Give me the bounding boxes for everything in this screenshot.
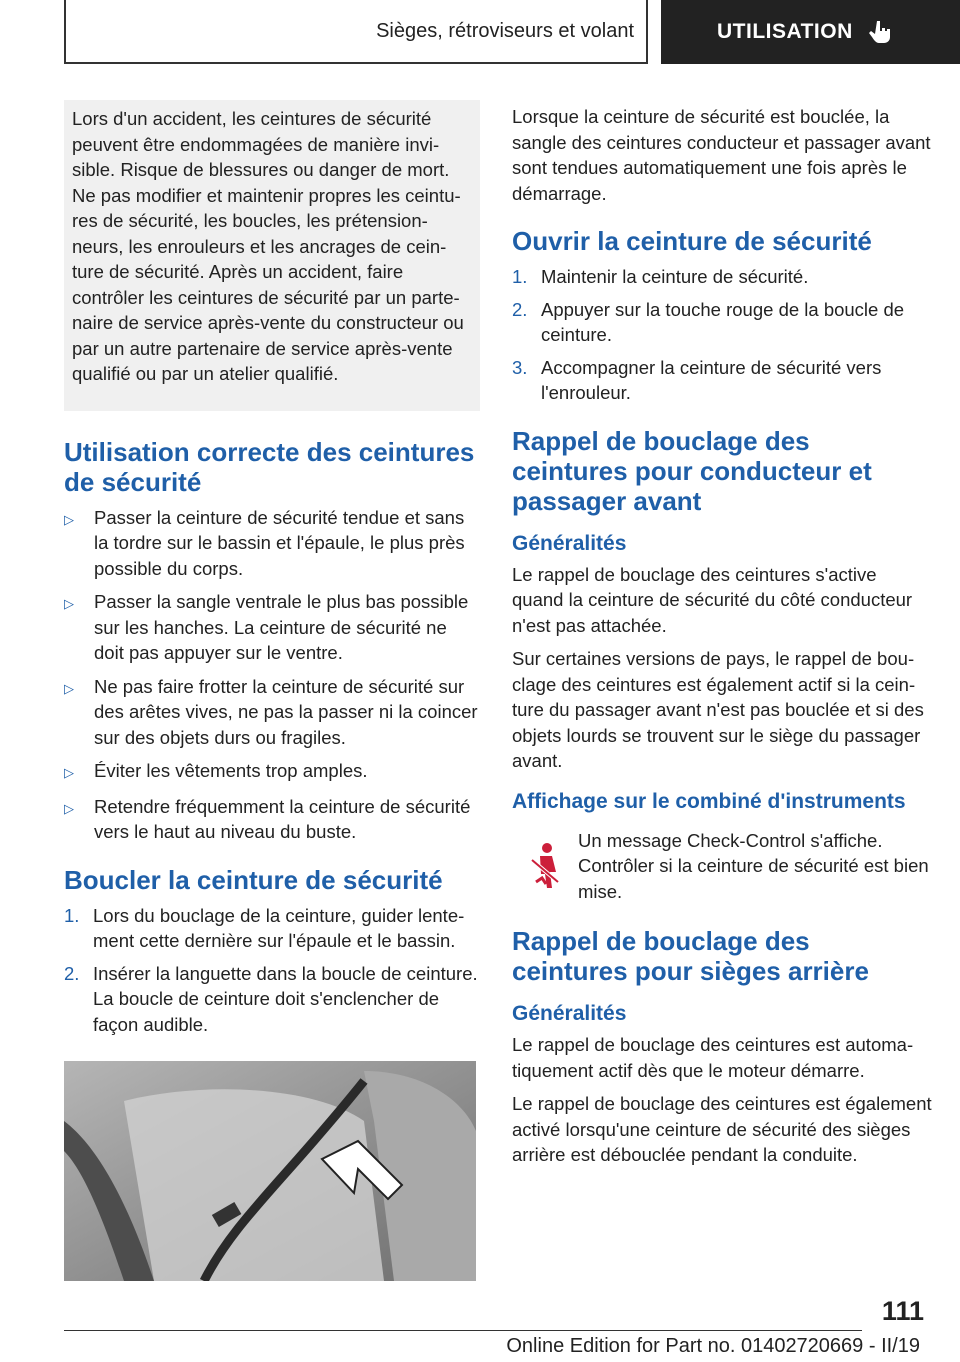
- list-item: [64, 505, 480, 582]
- edition-text: Online Edition for Part no. 01402720669 - II/19: [506, 1335, 920, 1357]
- display-text: Un message Check-Control s'affiche. Contrôler si la ceinture de sécurité est bien mise.: [578, 829, 929, 902]
- heading-display: Affichage sur le combiné d'instruments: [512, 789, 906, 813]
- display-row: [512, 828, 932, 905]
- triangle-bullet-icon: ▷: [64, 680, 74, 696]
- heading-usage: Utilisation correcte des ceintures de sécurité: [64, 436, 475, 497]
- step-text: Accompagner la ceinture de sécurité vers l'enrouleur.: [541, 356, 882, 403]
- heading-reminder-rear: Rappel de bouclage des ceintures pour sièges arrière: [512, 926, 869, 986]
- step-text: Maintenir la ceinture de sécurité.: [541, 266, 809, 287]
- bullet-text: Passer la ceinture de sécurité tendue et sans la tordre sur le bassin et l'épaule, le plus près possible du corps.: [94, 506, 465, 579]
- step-number: 2.: [512, 298, 528, 320]
- page-number: 111: [881, 1296, 924, 1326]
- step-item: [512, 355, 932, 406]
- general-2b-text: Le rappel de bouclage des ceintures est également activé lorsqu'une ceinture de sécurité des sièges arrière est débouclée pendant la conduite.: [512, 1093, 932, 1165]
- list-item: [64, 589, 480, 666]
- intro-text: Lorsque la ceinture de sécurité est bouclée, la sangle des ceintures conducteur et passager avant sont tendues automatiquement une fois après le démarrage.: [512, 106, 931, 204]
- header-chapter: [661, 0, 960, 64]
- step-number: 1.: [512, 266, 528, 287]
- footer-divider: [64, 1330, 862, 1331]
- triangle-bullet-icon: ▷: [64, 765, 74, 780]
- left-column: [64, 100, 480, 1281]
- header-section: [64, 0, 648, 64]
- step-item: [64, 903, 480, 954]
- triangle-bullet-icon: ▷: [64, 800, 74, 816]
- heading-buckle: Boucler la ceinture de sécurité: [64, 864, 443, 895]
- right-column: [512, 100, 932, 1168]
- header-section-title: Sièges, rétroviseurs et volant: [376, 19, 634, 42]
- step-number: 3.: [512, 356, 528, 378]
- warning-text: Lors d'un accident, les ceintures de sécurité peuvent être endommagées de manière invisible. Risque de blessures ou danger de mort. Ne pas modifier et maintenir propres les ceintures de sécurité, les boucles, les prétensionneurs, les enrouleurs et les ancrages de ceinture de sécurité. Après un accident, faire contrôler les ceintures de sécurité par un partenaire de service après-vente du constructeur ou par un autre partenaire de service après-vente qualifié ou par un atelier qualifié.: [72, 108, 464, 384]
- seatbelt-photo: [64, 1061, 476, 1281]
- step-text: Lors du bouclage de la ceinture, guider lentement cette dernière sur l'épaule et le bassin.: [93, 904, 465, 951]
- step-text: Appuyer sur la touche rouge de la boucle de ceinture.: [541, 298, 905, 345]
- bullet-text: Passer la sangle ventrale le plus bas possible sur les hanches. La ceinture de sécurité ne doit pas appuyer sur le ventre.: [94, 591, 469, 663]
- hand-pointer-icon: [867, 19, 893, 45]
- list-item: [64, 758, 480, 786]
- step-number: 2.: [64, 962, 80, 984]
- general-1a-text: Le rappel de bouclage des ceintures s'active quand la ceinture de sécurité du côté conducteur n'est pas attachée.: [512, 563, 913, 636]
- heading-open: Ouvrir la ceinture de sécurité: [512, 226, 872, 256]
- bullet-text: Retendre fréquemment la ceinture de sécurité vers le haut au niveau du buste.: [94, 795, 471, 842]
- list-item: [64, 674, 480, 751]
- seatbelt-warning-icon: [528, 842, 562, 890]
- step-item: [64, 961, 480, 1038]
- warning-box: [64, 100, 480, 411]
- list-item: [64, 794, 480, 845]
- step-item: [512, 297, 932, 348]
- bullet-text: Éviter les vêtements trop amples.: [94, 760, 368, 781]
- step-item: [512, 264, 932, 290]
- general-1b-text: Sur certaines versions de pays, le rappel de bouclage des ceintures est également actif si la ceinture du passager avant n'est pas bouclée et si des objets lourds se trouvent sur le siège du passager avant.: [512, 648, 924, 771]
- triangle-bullet-icon: ▷: [64, 511, 74, 527]
- step-number: 1.: [64, 904, 80, 926]
- bullet-text: Ne pas faire frotter la ceinture de sécurité sur des arêtes vives, ne pas la passer ni la coincer sur des objets durs ou fragiles.: [94, 675, 478, 748]
- heading-general-2: Généralités: [512, 1002, 627, 1025]
- header-chapter-title: UTILISATION: [717, 20, 853, 43]
- triangle-bullet-icon: ▷: [64, 596, 74, 611]
- heading-reminder-front: Rappel de bouclage des ceintures pour conducteur et passager avant: [512, 425, 872, 516]
- heading-general-1: Généralités: [512, 531, 627, 555]
- general-2a-text: Le rappel de bouclage des ceintures est automatiquement actif dès que le moteur démarre.: [512, 1034, 914, 1081]
- step-text: Insérer la languette dans la boucle de ceinture. La boucle de ceinture doit s'enclencher de façon audible.: [93, 962, 478, 1035]
